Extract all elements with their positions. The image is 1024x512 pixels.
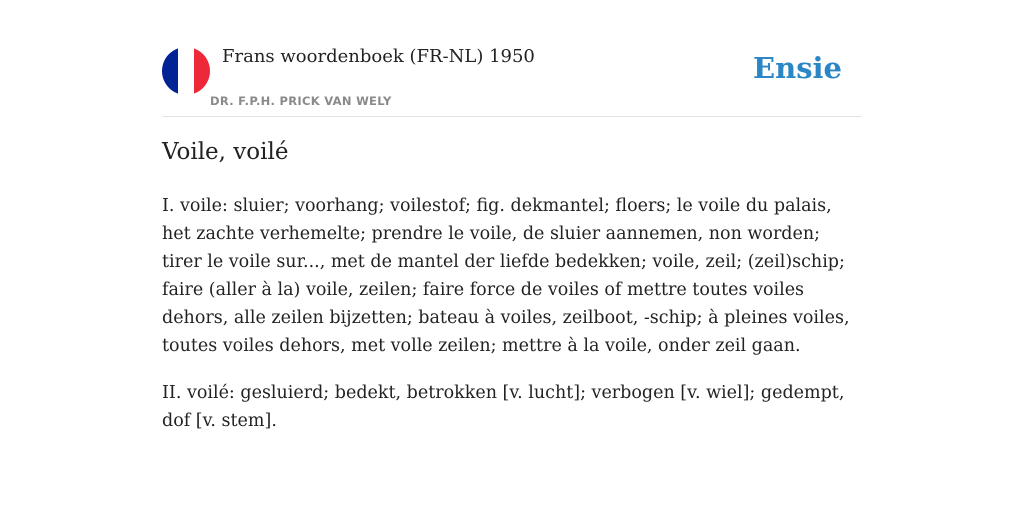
dictionary-author: DR. F.P.H. PRICK VAN WELY — [210, 94, 392, 108]
entry-headword: Voile, voilé — [162, 139, 289, 165]
ensie-logo-link[interactable]: Ensie — [753, 51, 842, 85]
france-flag-icon — [162, 47, 210, 95]
dictionary-header — [162, 0, 862, 117]
dictionary-entry-card — [162, 0, 862, 512]
entry-definitions — [162, 192, 862, 454]
definition-paragraph-1: I. voile: sluier; voorhang; voilestof; fig. dekmantel; floers; le voile du palais, het zachte verhemelte; prendre le voile, de sluier aannemen, non worden; tirer le voile sur..., met de mantel der liefde bedekken; voile, zeil; (zeil)schip; faire (aller à la) voile, zeilen; faire force de voiles of mettre toutes voiles dehors, alle zeilen bijzetten; bateau à voiles, zeilboot, -schip; à pleines voiles, toutes voiles dehors, met volle zeilen; mettre à la voile, onder zeil gaan. — [162, 196, 850, 356]
dictionary-title[interactable]: Frans woordenboek (FR-NL) 1950 — [222, 46, 535, 67]
definition-paragraph-2: II. voilé: gesluierd; bedekt, betrokken [v. lucht]; verbogen [v. wiel]; gedempt, dof [v. stem]. — [162, 383, 845, 431]
